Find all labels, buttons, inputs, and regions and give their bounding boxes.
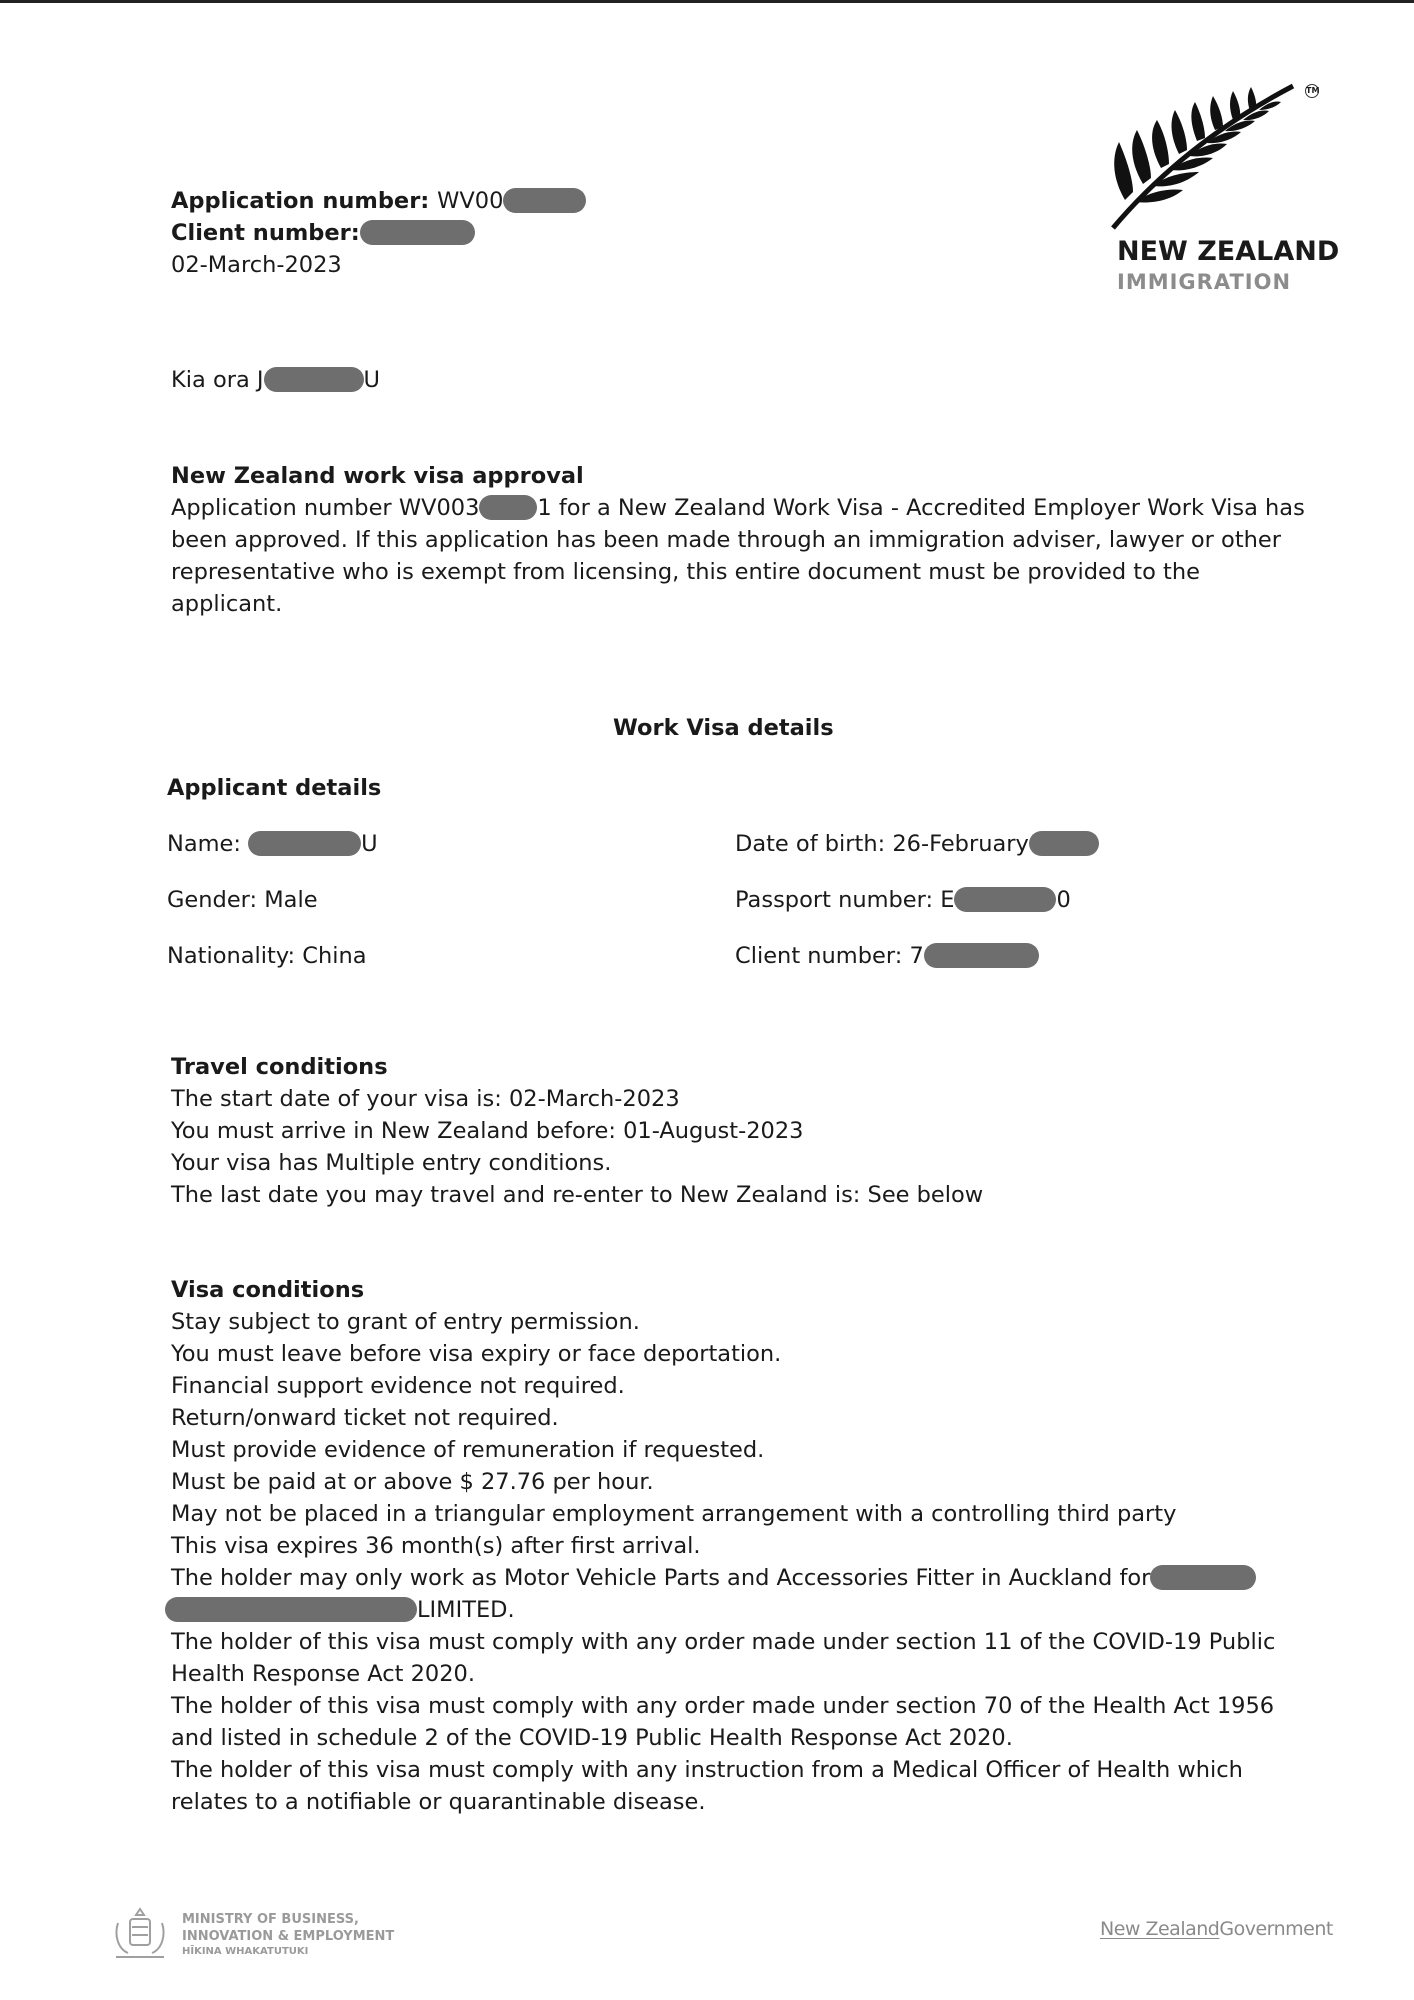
approval-text: Application number WV003 bbox=[171, 495, 480, 521]
travel-line: Your visa has Multiple entry conditions. bbox=[171, 1150, 612, 1176]
client-number-line bbox=[171, 217, 475, 249]
application-number-value: WV00 bbox=[437, 188, 504, 214]
application-number-line bbox=[171, 185, 586, 217]
visa-covid-line: The holder of this visa must comply with any instruction from a Medical Officer of Health which bbox=[171, 1757, 1243, 1783]
coat-of-arms-icon bbox=[110, 1905, 170, 1963]
applicant-gender: Gender: Male bbox=[167, 887, 318, 913]
redaction bbox=[954, 887, 1056, 912]
visa-condition-line: You must leave before visa expiry or face deportation. bbox=[171, 1341, 782, 1367]
top-border bbox=[0, 0, 1414, 3]
redaction bbox=[165, 1597, 417, 1622]
application-number-label: Application number: bbox=[171, 188, 438, 214]
ministry-line-1: MINISTRY OF BUSINESS, bbox=[182, 1912, 359, 1927]
redaction bbox=[924, 943, 1039, 968]
travel-line: You must arrive in New Zealand before: 01-August-2023 bbox=[171, 1118, 804, 1144]
redaction bbox=[1029, 831, 1099, 856]
redaction bbox=[360, 220, 475, 245]
visa-condition-line: Stay subject to grant of entry permission. bbox=[171, 1309, 640, 1335]
applicant-details-heading: Applicant details bbox=[167, 775, 382, 801]
travel-line: The start date of your visa is: 02-March-2023 bbox=[171, 1086, 680, 1112]
visa-work-line-2 bbox=[165, 1594, 515, 1626]
greeting-suffix: U bbox=[363, 367, 381, 393]
nz-immigration-logo bbox=[1105, 80, 1340, 300]
travel-conditions-heading: Travel conditions bbox=[171, 1054, 388, 1080]
passport-suffix: 0 bbox=[1056, 887, 1071, 913]
mbie-text bbox=[182, 1911, 394, 1958]
visa-covid-line: The holder of this visa must comply with any order made under section 70 of the Health Act 1956 bbox=[171, 1693, 1275, 1719]
ministry-line-3: HĪKINA WHAKATUTUKI bbox=[182, 1946, 309, 1957]
visa-condition-line: May not be placed in a triangular employment arrangement with a controlling third party bbox=[171, 1501, 1177, 1527]
approval-line-4: applicant. bbox=[171, 591, 283, 617]
nz-government-logo bbox=[1100, 1918, 1333, 1940]
dob-label: Date of birth: 26-February bbox=[735, 831, 1029, 857]
visa-condition-line: Must be paid at or above $ 27.76 per hour. bbox=[171, 1469, 654, 1495]
client-number-label: Client number: bbox=[171, 220, 360, 246]
greeting bbox=[171, 364, 380, 396]
redaction bbox=[1150, 1565, 1256, 1590]
passport-label: Passport number: E bbox=[735, 887, 955, 913]
visa-condition-line: Financial support evidence not required. bbox=[171, 1373, 625, 1399]
approval-line-2: been approved. If this application has been made through an immigration adviser, lawyer or other bbox=[171, 527, 1282, 553]
logo-text-new-zealand: NEW ZEALAND bbox=[1117, 236, 1340, 267]
approval-heading: New Zealand work visa approval bbox=[171, 463, 584, 489]
visa-covid-line: relates to a notifiable or quarantinable disease. bbox=[171, 1789, 706, 1815]
visa-condition-line: This visa expires 36 month(s) after first arrival. bbox=[171, 1533, 701, 1559]
visa-covid-line: The holder of this visa must comply with any order made under section 11 of the COVID-19 Public bbox=[171, 1629, 1276, 1655]
visa-covid-line: and listed in schedule 2 of the COVID-19 Public Health Response Act 2020. bbox=[171, 1725, 1013, 1751]
greeting-prefix: Kia ora J bbox=[171, 367, 264, 393]
applicant-dob bbox=[735, 828, 1099, 860]
redaction bbox=[479, 495, 537, 520]
approval-text: 1 for a New Zealand Work Visa - Accredited Employer Work Visa has bbox=[537, 495, 1305, 521]
nz-government-text-b: Government bbox=[1219, 1918, 1333, 1940]
work-condition-text: The holder may only work as Motor Vehicle Parts and Accessories Fitter in Auckland for bbox=[171, 1565, 1151, 1591]
name-label: Name: bbox=[167, 831, 249, 857]
silver-fern-icon bbox=[1105, 80, 1305, 230]
redaction bbox=[264, 367, 364, 392]
name-suffix: U bbox=[361, 831, 378, 857]
applicant-passport bbox=[735, 884, 1071, 916]
client-label: Client number: 7 bbox=[735, 943, 924, 969]
visa-condition-line: Return/onward ticket not required. bbox=[171, 1405, 559, 1431]
letter-date: 02-March-2023 bbox=[171, 252, 342, 278]
work-condition-text: LIMITED. bbox=[417, 1597, 515, 1623]
visa-condition-line: Must provide evidence of remuneration if requested. bbox=[171, 1437, 765, 1463]
mbie-logo bbox=[110, 1905, 430, 1965]
visa-covid-line: Health Response Act 2020. bbox=[171, 1661, 476, 1687]
ministry-line-2: INNOVATION & EMPLOYMENT bbox=[182, 1929, 395, 1944]
applicant-name bbox=[167, 828, 378, 860]
trademark-mark: TM bbox=[1305, 84, 1319, 98]
logo-text-immigration: IMMIGRATION bbox=[1117, 270, 1292, 294]
visa-work-line bbox=[171, 1562, 1256, 1594]
approval-line-1 bbox=[171, 492, 1305, 524]
redaction bbox=[503, 188, 586, 213]
work-visa-details-title: Work Visa details bbox=[613, 715, 834, 741]
nz-government-text-a: New Zealand bbox=[1100, 1918, 1220, 1940]
approval-line-3: representative who is exempt from licensing, this entire document must be provided to the bbox=[171, 559, 1200, 585]
redaction bbox=[248, 831, 361, 856]
applicant-nationality: Nationality: China bbox=[167, 943, 367, 969]
travel-line: The last date you may travel and re-enter to New Zealand is: See below bbox=[171, 1182, 984, 1208]
applicant-client-number bbox=[735, 940, 1039, 972]
visa-conditions-heading: Visa conditions bbox=[171, 1277, 365, 1303]
